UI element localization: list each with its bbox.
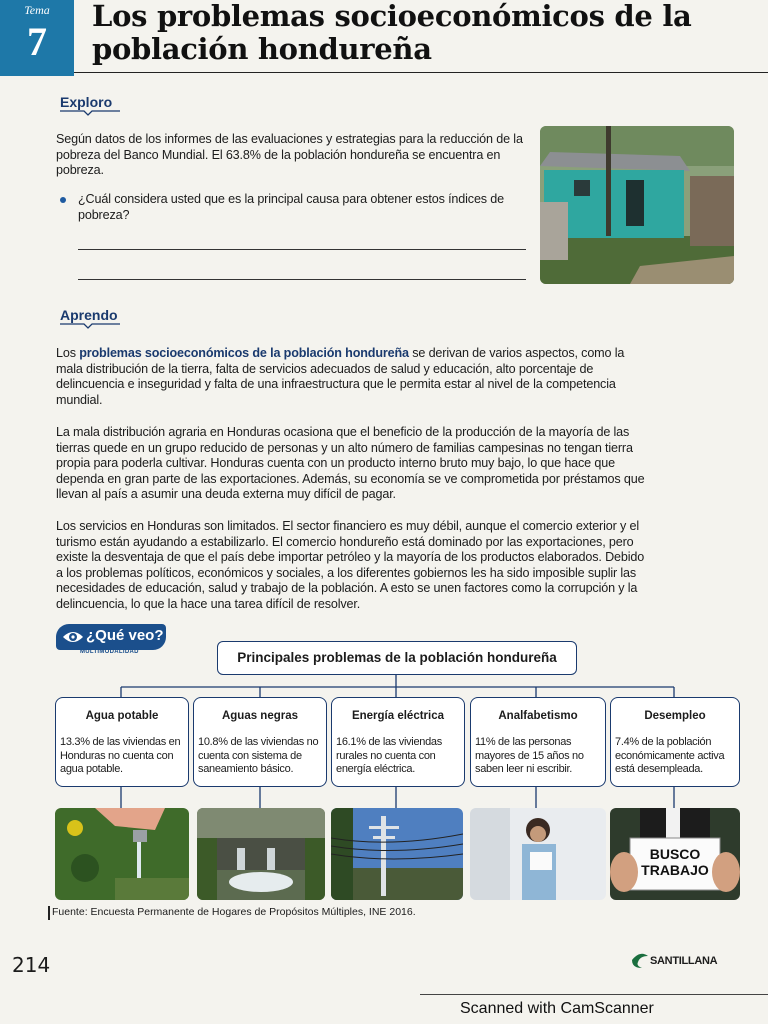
p1-highlight: problemas socioeconómicos de la población hondureña xyxy=(79,346,409,360)
exploro-intro: Según datos de los informes de las evaluaciones y estrategias para la reducción de la pobreza del Banco Mundial. El 63.8% de la población hondureña se encuentra en pobreza. xyxy=(56,132,523,178)
busco-trabajo-photo xyxy=(610,808,740,900)
category-text: 10.8% de las viviendas no cuenta con sistema de saneamiento básico. xyxy=(198,736,319,775)
category-box xyxy=(331,697,465,787)
santillana-logo-icon xyxy=(630,950,650,975)
aprendo-paragraph-2: La mala distribución agraria en Honduras ocasiona que el beneficio de la producción de la mayoría de las tierras quede en un grupo reducido de personas y un alto número de familias campesinas no tengan tierra propia para poderla cultivar. Honduras cuenta con un producto interno bruto muy bajo, lo que hace que dependa en gran parte de las exportaciones. Además, su economía se ve comprometida por préstamos que llevan al país a asumir una deuda externa muy difícil de pagar. xyxy=(56,425,645,502)
que-veo-label: ¿Qué veo? xyxy=(86,627,164,644)
aprendo-label: Aprendo xyxy=(60,307,118,323)
category-box xyxy=(55,697,189,787)
aprendo-paragraph-3: Los servicios en Honduras son limitados. El sector financiero es muy débil, aunque el comercio exterior y el turismo están ayudando a estabilizarlo. El comercio hondureño está dominado por las exportaciones, pero existe la desventaja de que el país debe importar petróleo y la mayoría de los productos elaborados. Debido a los problemas políticos, económicos y sociales, a los diferentes gobiernos les ha sido imposible suplir las necesidades de educación, salud y trabajo de la población. A esto se unen factores como la corrupción y la delincuencia, lo que la hace una tarea difícil de resolver. xyxy=(56,519,645,611)
source-note: Fuente: Encuesta Permanente de Hogares de Propósitos Múltiples, INE 2016. xyxy=(52,906,416,918)
busco-trabajo-sign xyxy=(632,846,718,878)
bottom-rule xyxy=(420,994,768,995)
sewage-photo xyxy=(197,808,325,900)
p1-lead: Los xyxy=(56,346,80,360)
student-photo xyxy=(470,808,606,900)
sign-line-2: TRABAJO xyxy=(641,862,709,878)
page-title-line2: población hondureña xyxy=(92,32,432,66)
sign-line-1: BUSCO xyxy=(649,846,701,862)
category-text: 13.3% de las viviendas en Honduras no cuenta con agua potable. xyxy=(60,736,181,775)
que-veo-sub: MULTIMODALIDAD xyxy=(80,649,139,655)
power-lines-photo xyxy=(331,808,463,900)
publisher-logo: SANTILLANA xyxy=(650,955,718,967)
tema-label: Tema xyxy=(24,3,50,17)
category-title: Aguas negras xyxy=(221,710,299,722)
tema-number: 7 xyxy=(27,19,47,64)
source-marker xyxy=(48,906,50,920)
page-title-line1: Los problemas socioeconómicos de la xyxy=(92,0,692,33)
category-title: Desempleo xyxy=(644,710,706,722)
category-box xyxy=(610,697,740,787)
p1-rest: se derivan de varios aspectos, como la mala distribución de la tierra, falta de servicios adecuados de salud y educación, alto porcentaje de delincuencia e inseguridad y falta de una infraestructura que le permita estar al nivel de la competencia mundial. xyxy=(56,346,625,407)
category-box xyxy=(470,697,606,787)
exploro-label: Exploro xyxy=(60,94,113,110)
category-title: Energía eléctrica xyxy=(351,710,445,722)
category-title: Agua potable xyxy=(85,710,159,722)
category-text: 7.4% de la población económicamente activa está desempleada. xyxy=(615,736,725,775)
diagram-title: Principales problemas de la población hondureña xyxy=(217,641,577,675)
page-number: 214 xyxy=(12,953,51,977)
water-tap-photo xyxy=(55,808,189,900)
category-text: 11% de las personas mayores de 15 años no saben leer ni escribir. xyxy=(475,736,584,775)
exploro-question: ¿Cuál considera usted que es la principal causa para obtener estos índices de pobreza? xyxy=(78,192,504,222)
category-box xyxy=(193,697,327,787)
category-title: Analfabetismo xyxy=(498,710,578,722)
scanner-watermark: Scanned with CamScanner xyxy=(460,1000,654,1017)
category-text: 16.1% de las viviendas rurales no cuenta con energía eléctrica. xyxy=(336,736,442,775)
